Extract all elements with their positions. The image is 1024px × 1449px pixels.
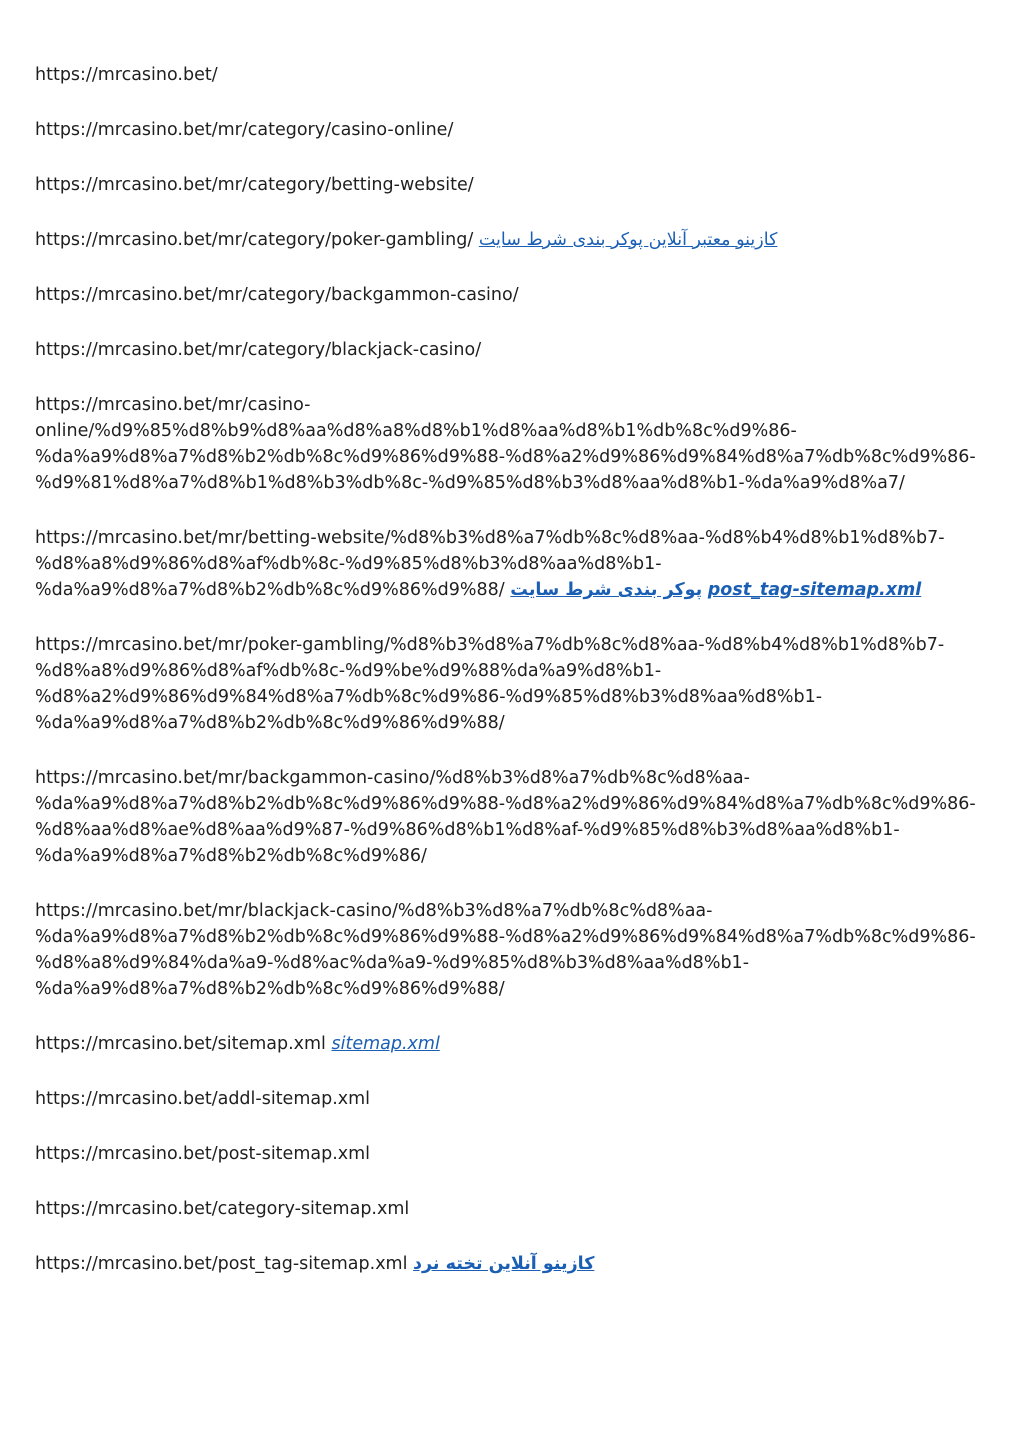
url-line: https://mrcasino.bet/mr/poker-gambling/%d8%b3%d8%a7%db%8c%d8%aa-%d8%b4%d8%b1%d8%b7- (35, 635, 945, 655)
url-line: https://mrcasino.bet/ (35, 65, 218, 85)
url-line: %d8%a8%d9%84%da%a9-%d8%ac%da%a9-%d9%85%d8%b3%d8%aa%d8%b1- (35, 953, 750, 973)
url-entry (35, 337, 935, 363)
url-text: %da%a9%d8%a7%d8%b2%db%8c%d9%86%d9%88/ (35, 580, 505, 600)
url-entry (35, 898, 976, 1002)
url-line: %da%a9%d8%a7%d8%b2%db%8c%d9%86/ (35, 846, 427, 866)
url-text: https://mrcasino.bet/sitemap.xml (35, 1034, 326, 1054)
document-page (35, 62, 976, 1306)
url-line: %d9%81%d8%a7%d8%b1%d8%b3%db%8c-%d9%85%d8%b3%d8%aa%d8%b1-%da%a9%d8%a7/ (35, 473, 905, 493)
url-entry (35, 1031, 935, 1057)
url-entry (35, 282, 935, 308)
url-line: %da%a9%d8%a7%d8%b2%db%8c%d9%86%d9%88-%d8%a2%d9%86%d9%84%d8%a7%db%8c%d9%86- (35, 927, 976, 947)
url-line: https://mrcasino.bet/mr/category/casino-online/ (35, 120, 454, 140)
url-entry (35, 1086, 935, 1112)
url-entry (35, 392, 976, 496)
persian-anchor-link[interactable]: کازینو معتبر آنلاین پوکر بندی شرط سایت (478, 230, 778, 250)
sitemap-link[interactable]: sitemap.xml (331, 1034, 440, 1054)
url-line: %d8%a8%d9%86%d8%af%db%8c-%d9%be%d9%88%da%a9%d8%b1- (35, 661, 662, 681)
url-entry (35, 227, 935, 253)
url-line: https://mrcasino.bet/mr/category/blackjack-casino/ (35, 340, 482, 360)
url-line: %da%a9%d8%a7%d8%b2%db%8c%d9%86%d9%88-%d8%a2%d9%86%d9%84%d8%a7%db%8c%d9%86- (35, 447, 976, 467)
url-line: %da%a9%d8%a7%d8%b2%db%8c%d9%86%d9%88-%d8%a2%d9%86%d9%84%d8%a7%db%8c%d9%86- (35, 794, 976, 814)
url-line: online/%d9%85%d8%b9%d8%aa%d8%a8%d8%b1%d8%aa%d8%b1%db%8c%d9%86- (35, 421, 797, 441)
url-text: https://mrcasino.bet/mr/category/poker-gambling/ (35, 230, 474, 250)
url-line: %d8%a2%d9%86%d9%84%d8%a7%db%8c%d9%86-%d9%85%d8%b3%d8%aa%d8%b1- (35, 687, 823, 707)
url-line: https://mrcasino.bet/mr/backgammon-casino/%d8%b3%d8%a7%db%8c%d8%aa- (35, 768, 750, 788)
url-entry (35, 1196, 935, 1222)
url-line: https://mrcasino.bet/category-sitemap.xml (35, 1199, 410, 1219)
url-entry (35, 1141, 935, 1167)
url-entry (35, 525, 945, 603)
url-line: https://mrcasino.bet/mr/category/backgammon-casino/ (35, 285, 519, 305)
url-line (35, 1031, 935, 1057)
persian-anchor-link[interactable]: پوکر بندی شرط سایت (510, 580, 703, 600)
url-line: %d8%a8%d9%86%d8%af%db%8c-%d9%85%d8%b3%d8%aa%d8%b1- (35, 554, 662, 574)
url-line (35, 227, 935, 253)
url-entry (35, 765, 976, 869)
url-line: https://mrcasino.bet/mr/betting-website/%d8%b3%d8%a7%db%8c%d8%aa-%d8%b4%d8%b1%d8%b7- (35, 528, 945, 548)
url-entry (35, 117, 935, 143)
url-entry (35, 1251, 935, 1277)
url-line: %da%a9%d8%a7%d8%b2%db%8c%d9%86%d9%88/ (35, 979, 505, 999)
url-entry (35, 632, 945, 736)
url-line: https://mrcasino.bet/post-sitemap.xml (35, 1144, 371, 1164)
url-line (35, 577, 935, 603)
persian-anchor-link[interactable]: کازینو آنلاین تخته نرد (413, 1254, 595, 1274)
url-text: https://mrcasino.bet/post_tag-sitemap.xml (35, 1254, 408, 1274)
url-entry (35, 62, 935, 88)
url-line: https://mrcasino.bet/addl-sitemap.xml (35, 1089, 371, 1109)
url-line: https://mrcasino.bet/mr/category/betting-website/ (35, 175, 474, 195)
url-line: %da%a9%d8%a7%d8%b2%db%8c%d9%86%d9%88/ (35, 713, 505, 733)
url-line: https://mrcasino.bet/mr/casino- (35, 395, 311, 415)
url-entry (35, 172, 935, 198)
url-line (35, 1251, 935, 1277)
url-line: https://mrcasino.bet/mr/blackjack-casino/%d8%b3%d8%a7%db%8c%d8%aa- (35, 901, 713, 921)
url-line: %d8%aa%d8%ae%d8%aa%d9%87-%d9%86%d8%b1%d8%af-%d9%85%d8%b3%d8%aa%d8%b1- (35, 820, 900, 840)
post-tag-sitemap-link[interactable]: post_tag-sitemap.xml (707, 580, 922, 600)
